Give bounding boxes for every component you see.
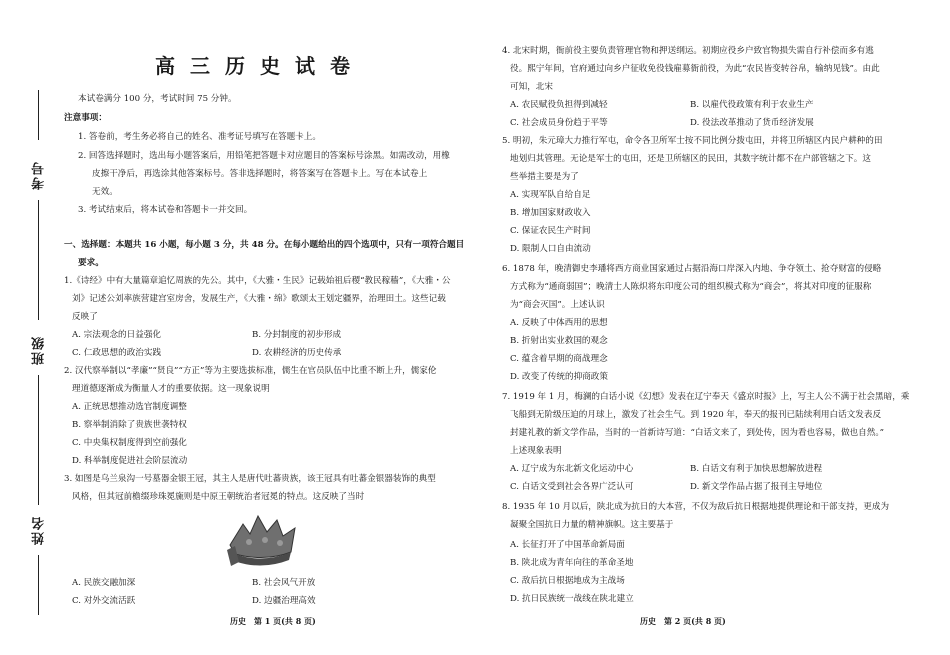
question-6-stem: 6. 1878 年，晚清御史李璠将西方商业国家通过占据沿海口岸深入内地、争夺领土、抢夺财富的侵略: [502, 264, 882, 274]
question-3-option-a[interactable]: A. 民族交融加深: [72, 578, 136, 588]
question-2-option-a[interactable]: A. 正统思想推动选官制度调整: [72, 402, 187, 412]
note-line: 3. 考试结束后，将本试卷和答题卡一并交回。: [78, 205, 253, 215]
question-1-option-c[interactable]: C. 仁政思想的政治实践: [72, 348, 162, 358]
question-7-option-a[interactable]: A. 辽宁成为东北新文化运动中心: [510, 464, 634, 474]
question-4-option-d[interactable]: D. 役法改革推动了货币经济发展: [690, 118, 814, 128]
name-label: 姓名: [32, 515, 47, 545]
note-line: 皮擦干净后，再选涂其他答案标号。答非选择题时，将答案写在答题卡上。写在本试卷上: [92, 169, 428, 179]
question-4-stem: 4. 北宋时期，衙前役主要负责管理官物和押送纲运。初期应役乡户致官物损失需自行补偿而多有逃: [502, 46, 874, 56]
exam-no-label: 考号: [32, 160, 47, 190]
class-label: 班级: [32, 335, 47, 365]
binding-line: [38, 90, 40, 140]
question-5-option-c[interactable]: C. 保证农民生产时间: [510, 226, 591, 236]
question-1-stem: 刘》记述公刘率族营建宫室房舍，发展生产，《大雅・绵》歌颂太王划定疆界，治理田土。这些记载: [72, 294, 446, 304]
question-4-option-b[interactable]: B. 以雇代役政策有利于农业生产: [690, 100, 814, 110]
question-5-stem: 5. 明初，朱元璋大力推行军屯，命令各卫所军士按不同比例分拨屯田，并将卫所辖区内民户耕种的田: [502, 136, 883, 146]
page-title: 高三历史试卷: [155, 54, 365, 78]
question-2-option-d[interactable]: D. 科举制度促进社会阶层流动: [72, 456, 188, 466]
crown-image: [225, 510, 300, 570]
binding-line: [38, 555, 40, 615]
question-7-option-c[interactable]: C. 白话文受到社会各界广泛认可: [510, 482, 634, 492]
question-2-option-b[interactable]: B. 察举制消除了贵族世袭特权: [72, 420, 187, 430]
question-4-stem: 可知，北宋: [510, 82, 553, 92]
question-4-option-c[interactable]: C. 社会成员身份趋于平等: [510, 118, 608, 128]
question-1-option-b[interactable]: B. 分封制度的初步形成: [252, 330, 342, 340]
question-8-option-a[interactable]: A. 长征打开了中国革命新局面: [510, 540, 625, 550]
question-2-option-c[interactable]: C. 中央集权制度得到空前强化: [72, 438, 187, 448]
question-8-stem: 凝聚全国抗日力量的精神旗帜。这主要基于: [510, 520, 674, 530]
page-footer-left: 历史 第 1 页(共 8 页): [230, 616, 316, 626]
question-6-stem: 为“商会灭国”。上述认识: [510, 300, 605, 310]
question-8-option-b[interactable]: B. 陕北成为青年向往的革命圣地: [510, 558, 634, 568]
question-7-stem: 7. 1919 年 1 月，梅澜的白话小说《幻想》发表在辽宁奉天《盛京时报》上，写主人公不满于社会黑暗，乘: [502, 392, 910, 402]
question-1-stem: 反映了: [72, 312, 98, 322]
question-3-stem: 风格，但其冠前檐缀珍珠冕旒则是中原王朝统治者冠冕的特点。这反映了当时: [72, 492, 365, 502]
question-7-stem: 飞船到无阶级压迫的月球上，激发了社会生气。到 1920 年，奉天的报刊已陆续利用白话文发表反: [510, 410, 882, 420]
question-6-option-b[interactable]: B. 折射出实业救国的观念: [510, 336, 608, 346]
note-line: 无效。: [92, 187, 118, 197]
question-2-stem: 理道德逐渐成为衡量人才的重要依据。这一现象说明: [72, 384, 270, 394]
question-4-option-a[interactable]: A. 农民赋役负担得到减轻: [510, 100, 608, 110]
question-6-option-a[interactable]: A. 反映了中体西用的思想: [510, 318, 608, 328]
question-5-option-a[interactable]: A. 实现军队自给自足: [510, 190, 591, 200]
question-8-option-c[interactable]: C. 敌后抗日根据地成为主战场: [510, 576, 625, 586]
section-heading: 要求。: [78, 258, 104, 268]
question-1-option-a[interactable]: A. 宗法观念的日益强化: [72, 330, 162, 340]
question-3-stem: 3. 如图是乌兰泉沟一号墓器金银王冠，其主人是唐代吐蕃贵族，该王冠具有吐蕃金银器装饰的典型: [64, 474, 436, 484]
question-7-stem: 封建礼教的新文学作品，当时的一首新诗写道：“白话文来了，到处传，因为看也容易，做也自然。”: [510, 428, 885, 438]
exam-intro: 本试卷满分 100 分，考试时间 75 分钟。: [78, 94, 237, 104]
page-footer-right: 历史 第 2 页(共 8 页): [640, 616, 726, 626]
question-5-stem: 地划归其管理。无论是军士的屯田，还是卫所辖区的民田，其数字统计都不在户部管辖之下。这: [510, 154, 871, 164]
question-5-option-d[interactable]: D. 限制人口自由流动: [510, 244, 591, 254]
question-7-option-d[interactable]: D. 新文学作品占据了报刊主导地位: [690, 482, 823, 492]
question-3-option-d[interactable]: D. 边疆治理高效: [252, 596, 316, 606]
question-6-option-d[interactable]: D. 改变了传统的抑商政策: [510, 372, 608, 382]
question-1-stem: 1.《诗经》中有大量篇章追忆周族的先公。其中，《大雅・生民》记载始祖后稷“教民稼穑”，《大雅・公: [64, 276, 451, 286]
question-7-stem: 上述现象表明: [510, 446, 562, 456]
question-7-option-b[interactable]: B. 白话文有利于加快思想解放进程: [690, 464, 823, 474]
binding-line: [38, 375, 40, 505]
question-5-option-b[interactable]: B. 增加国家财政收入: [510, 208, 591, 218]
binding-line: [38, 200, 40, 320]
question-2-stem: 2. 汉代察举制以“孝廉”“贤良”“方正”等为主要选拔标准，儒生在官员队伍中比重不断上升，儒家伦: [64, 366, 437, 376]
note-line: 1. 答卷前，考生务必将自己的姓名、准考证号填写在答题卡上。: [78, 132, 321, 142]
notes-title: 注意事项：: [64, 113, 107, 123]
question-4-stem: 役。熙宁年间，官府通过向乡户征收免役钱雇募衙前役，为此“农民皆变转谷帛，输纳见钱”。由此: [510, 64, 880, 74]
question-8-stem: 8. 1935 年 10 月以后，陕北成为抗日的大本营，不仅为敌后抗日根据地提供理论和干部支持，更成为: [502, 502, 890, 512]
question-3-option-b[interactable]: B. 社会风气开放: [252, 578, 316, 588]
question-8-option-d[interactable]: D. 抗日民族统一战线在陕北建立: [510, 594, 634, 604]
question-5-stem: 些举措主要是为了: [510, 172, 579, 182]
section-heading: 一、选择题：本题共 16 小题，每小题 3 分，共 48 分。在每小题给出的四个选项中，只有一项符合题目: [64, 240, 465, 250]
question-3-option-c[interactable]: C. 对外交流活跃: [72, 596, 136, 606]
question-1-option-d[interactable]: D. 农耕经济的历史传承: [252, 348, 342, 358]
question-6-stem: 方式称为“通商弱国”；晚清士人陈炽将东印度公司的组织模式称为“商会”，将其对印度的征服称: [510, 282, 872, 292]
note-line: 2. 回答选择题时，选出每小题答案后，用铅笔把答题卡对应题目的答案标号涂黑。如需改动，用橡: [78, 151, 450, 161]
question-6-option-c[interactable]: C. 蕴含着早期的商战理念: [510, 354, 608, 364]
